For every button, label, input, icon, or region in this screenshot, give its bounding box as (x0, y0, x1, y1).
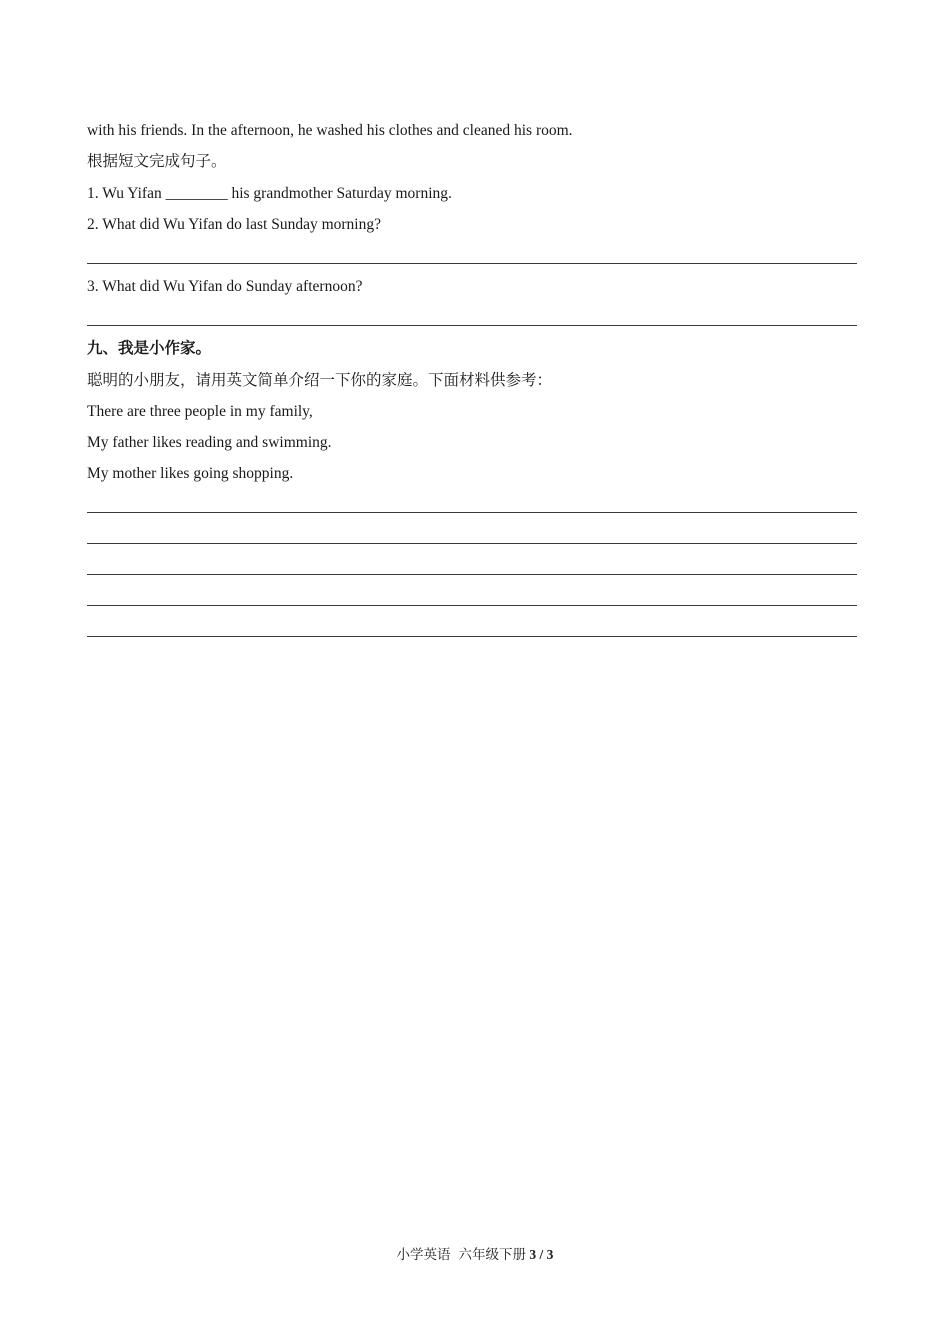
page-footer (0, 1245, 950, 1265)
section8-instruction: 根据短文完成句子。 (87, 153, 227, 170)
answer-line-q3 (87, 325, 857, 326)
footer-grade: 六年级下册 (458, 1247, 527, 1262)
reference-line-2: My father likes reading and swimming. (87, 434, 332, 451)
question-1: 1. Wu Yifan ________ his grandmother Saturday morning. (87, 185, 452, 202)
section9-heading: 九、我是小作家。 (87, 340, 212, 357)
reference-line-3: My mother likes going shopping. (87, 465, 294, 482)
writing-line-1 (87, 512, 857, 513)
question-2: 2. What did Wu Yifan do last Sunday morning? (87, 216, 381, 233)
writing-line-4 (87, 605, 857, 606)
passage-tail: with his friends. In the afternoon, he washed his clothes and cleaned his room. (87, 122, 573, 139)
section9-instruction: 聪明的小朋友，请用英文简单介绍一下你的家庭。下面材料供参考： (87, 372, 553, 389)
writing-line-3 (87, 574, 857, 575)
writing-line-5 (87, 636, 857, 637)
question-3: 3. What did Wu Yifan do Sunday afternoon? (87, 278, 363, 295)
answer-line-q2 (87, 263, 857, 264)
footer-subject: 小学英语 (396, 1247, 451, 1262)
reference-line-1: There are three people in my family, (87, 403, 313, 420)
footer-page-number: 3 / 3 (529, 1247, 554, 1262)
writing-line-2 (87, 543, 857, 544)
